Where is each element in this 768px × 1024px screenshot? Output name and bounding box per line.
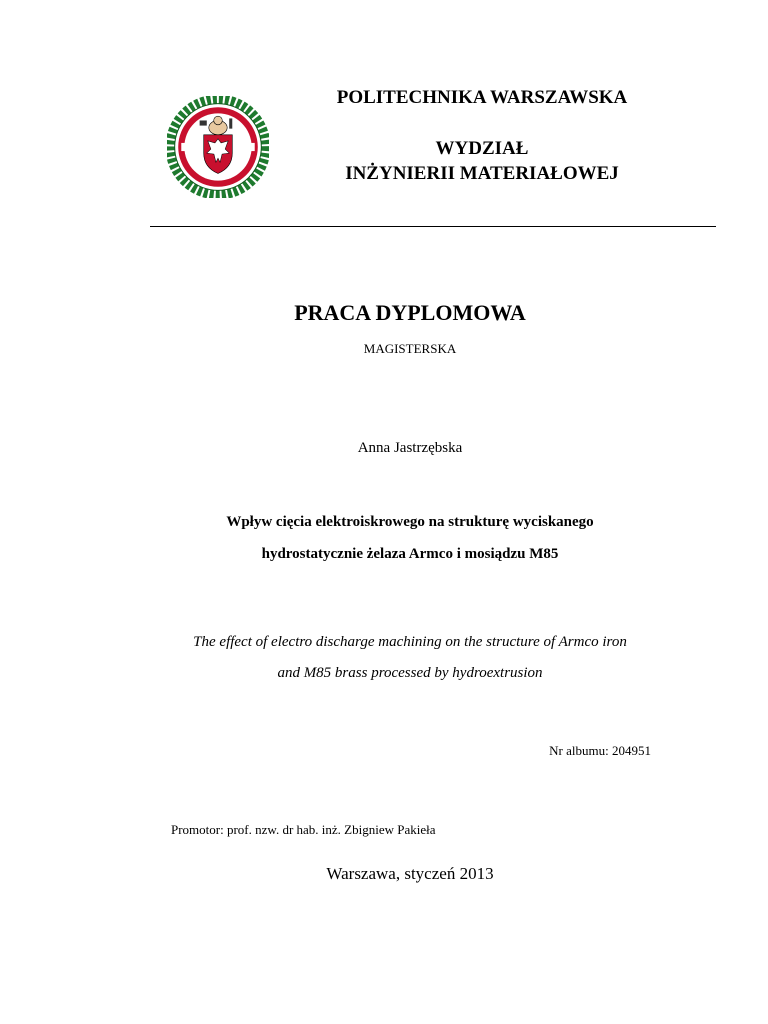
supervisor: Promotor: prof. nzw. dr hab. inż. Zbigniew Pakieła	[171, 822, 436, 837]
university-crest-icon	[167, 96, 269, 198]
thesis-level: MAGISTERSKA	[363, 341, 457, 356]
faculty-line-1: WYDZIAŁ	[435, 138, 529, 159]
faculty-line-2: INŻYNIERII MATERIAŁOWEJ	[345, 163, 619, 184]
title-pl-line-1: Wpływ cięcia elektroiskrowego na strukturę wyciskanego	[226, 514, 594, 530]
title-pl-line-2: hydrostatycznie żelaza Armco i mosiądzu M85	[261, 546, 559, 562]
thesis-type: PRACA DYPLOMOWA	[294, 300, 526, 325]
faculty-name	[290, 136, 674, 186]
title-en-line-2: and M85 brass processed by hydroextrusion	[277, 665, 543, 681]
thesis-title-polish	[150, 506, 670, 570]
header-divider	[150, 226, 716, 227]
university-name: POLITECHNIKA WARSZAWSKA	[336, 87, 628, 108]
author-name: Anna Jastrzębska	[357, 440, 463, 456]
title-en-line-1: The effect of electro discharge machining on the structure of Armco iron	[193, 634, 627, 650]
thesis-title-english	[150, 627, 670, 689]
place-and-date: Warszawa, styczeń 2013	[326, 864, 494, 883]
album-number: Nr albumu: 204951	[549, 743, 651, 758]
